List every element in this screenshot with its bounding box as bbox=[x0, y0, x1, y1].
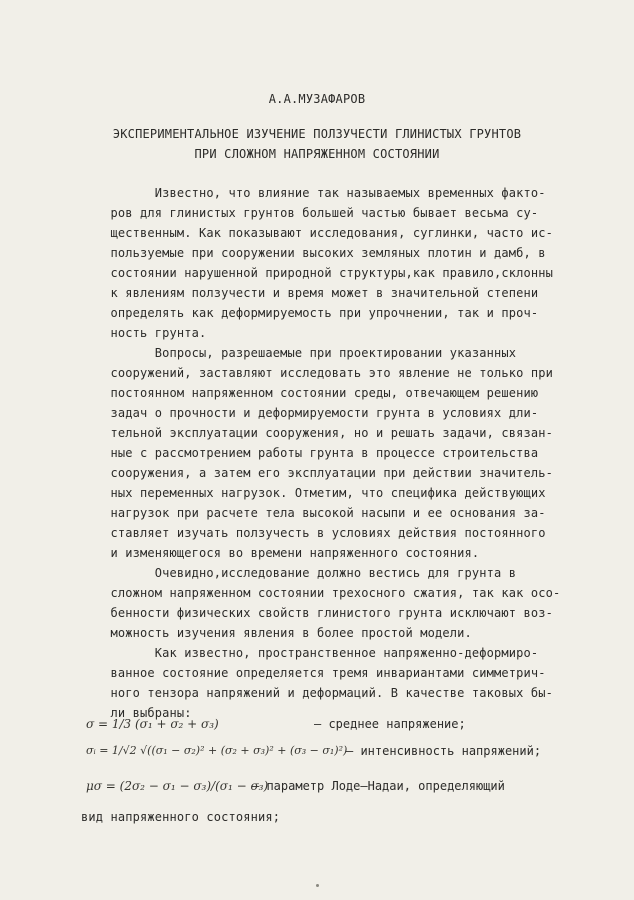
formula-stress-intensity: σᵢ = 1/√2 √((σ₁ − σ₂)² + (σ₂ + σ₃)² + (σ₃ − σ₁)²) bbox=[86, 744, 348, 757]
text-line: ность грунта. bbox=[81, 326, 207, 340]
text-line: сложном напряженном состоянии трехосного сжатия, так как осо- bbox=[81, 586, 561, 600]
text-line: Как известно, пространственное напряженно-деформиро- bbox=[81, 646, 539, 660]
text-line: бенности физических свойств глинистого грунта исключают воз- bbox=[81, 606, 553, 620]
text-line: задач о прочности и деформируемости грунта в условиях дли- bbox=[81, 406, 539, 420]
text-line: Известно, что влияние так называемых временных факто- bbox=[81, 186, 546, 200]
text-line: ные с рассмотрением работы грунта в процессе строительства bbox=[81, 446, 539, 460]
text-line: вид напряженного состояния; bbox=[81, 810, 281, 824]
formula-description: – среднее напряжение; bbox=[314, 717, 466, 731]
text-line: Очевидно,исследование должно вестись для грунта в bbox=[81, 566, 517, 580]
text-line: состоянии нарушенной природной структуры,как правило,склонны bbox=[81, 266, 553, 280]
text-line: ров для глинистых грунтов большей частью бывает весьма су- bbox=[81, 206, 539, 220]
text-line: щественным. Как показывают исследования, суглинки, часто ис- bbox=[81, 226, 553, 240]
text-line: ставляет изучать ползучесть в условиях действия постоянного bbox=[81, 526, 546, 540]
text-line: ванное состояние определяется тремя инвариантами симметрич- bbox=[81, 666, 546, 680]
text-line: определять как деформируемость при упрочнении, так и проч- bbox=[81, 306, 539, 320]
title-line-1: ЭКСПЕРИМЕНТАЛЬНОЕ ИЗУЧЕНИЕ ПОЛЗУЧЕСТИ ГЛИНИСТЫХ ГРУНТОВ bbox=[112, 127, 522, 141]
text-line: постоянном напряженном состоянии среды, отвечающем решению bbox=[81, 386, 539, 400]
text-line: к явлениям ползучести и время может в значительной степени bbox=[81, 286, 539, 300]
text-line: Вопросы, разрешаемые при проектировании указанных bbox=[81, 346, 517, 360]
text-line: сооружения, а затем его эксплуатации при действии значитель- bbox=[81, 466, 553, 480]
text-line: тельной эксплуатации сооружения, но и решать задачи, связан- bbox=[81, 426, 553, 440]
formula-lode-parameter: μσ = (2σ₂ − σ₁ − σ₃)/(σ₁ − σ₃) bbox=[86, 779, 269, 793]
formula-mean-stress: σ = 1/3 (σ₁ + σ₂ + σ₃) bbox=[86, 717, 219, 731]
author-name: А.А.МУЗАФАРОВ bbox=[268, 92, 366, 106]
text-line: пользуемые при сооружении высоких земляных плотин и дамб, в bbox=[81, 246, 546, 260]
title-line-2: ПРИ СЛОЖНОМ НАПРЯЖЕННОМ СОСТОЯНИИ bbox=[194, 147, 440, 161]
text-line: сооружений, заставляют исследовать это явление не только при bbox=[81, 366, 553, 380]
text-line: ных переменных нагрузок. Отметим, что специфика действующих bbox=[81, 486, 546, 500]
formula-description: – интенсивность напряжений; bbox=[346, 744, 542, 758]
page-mark bbox=[316, 884, 319, 887]
text-line: и изменяющегося во времени напряженного состояния. bbox=[81, 546, 480, 560]
text-line: нагрузок при расчете тела высокой насыпи и ее основания за- bbox=[81, 506, 546, 520]
formula-description: – параметр Лоде–Надаи, определяющий bbox=[252, 779, 505, 793]
text-line: ного тензора напряжений и деформаций. В качестве таковых бы- bbox=[81, 686, 553, 700]
text-line: ли выбраны: bbox=[81, 706, 192, 720]
text-line: можность изучения явления в более простой модели. bbox=[81, 626, 472, 640]
